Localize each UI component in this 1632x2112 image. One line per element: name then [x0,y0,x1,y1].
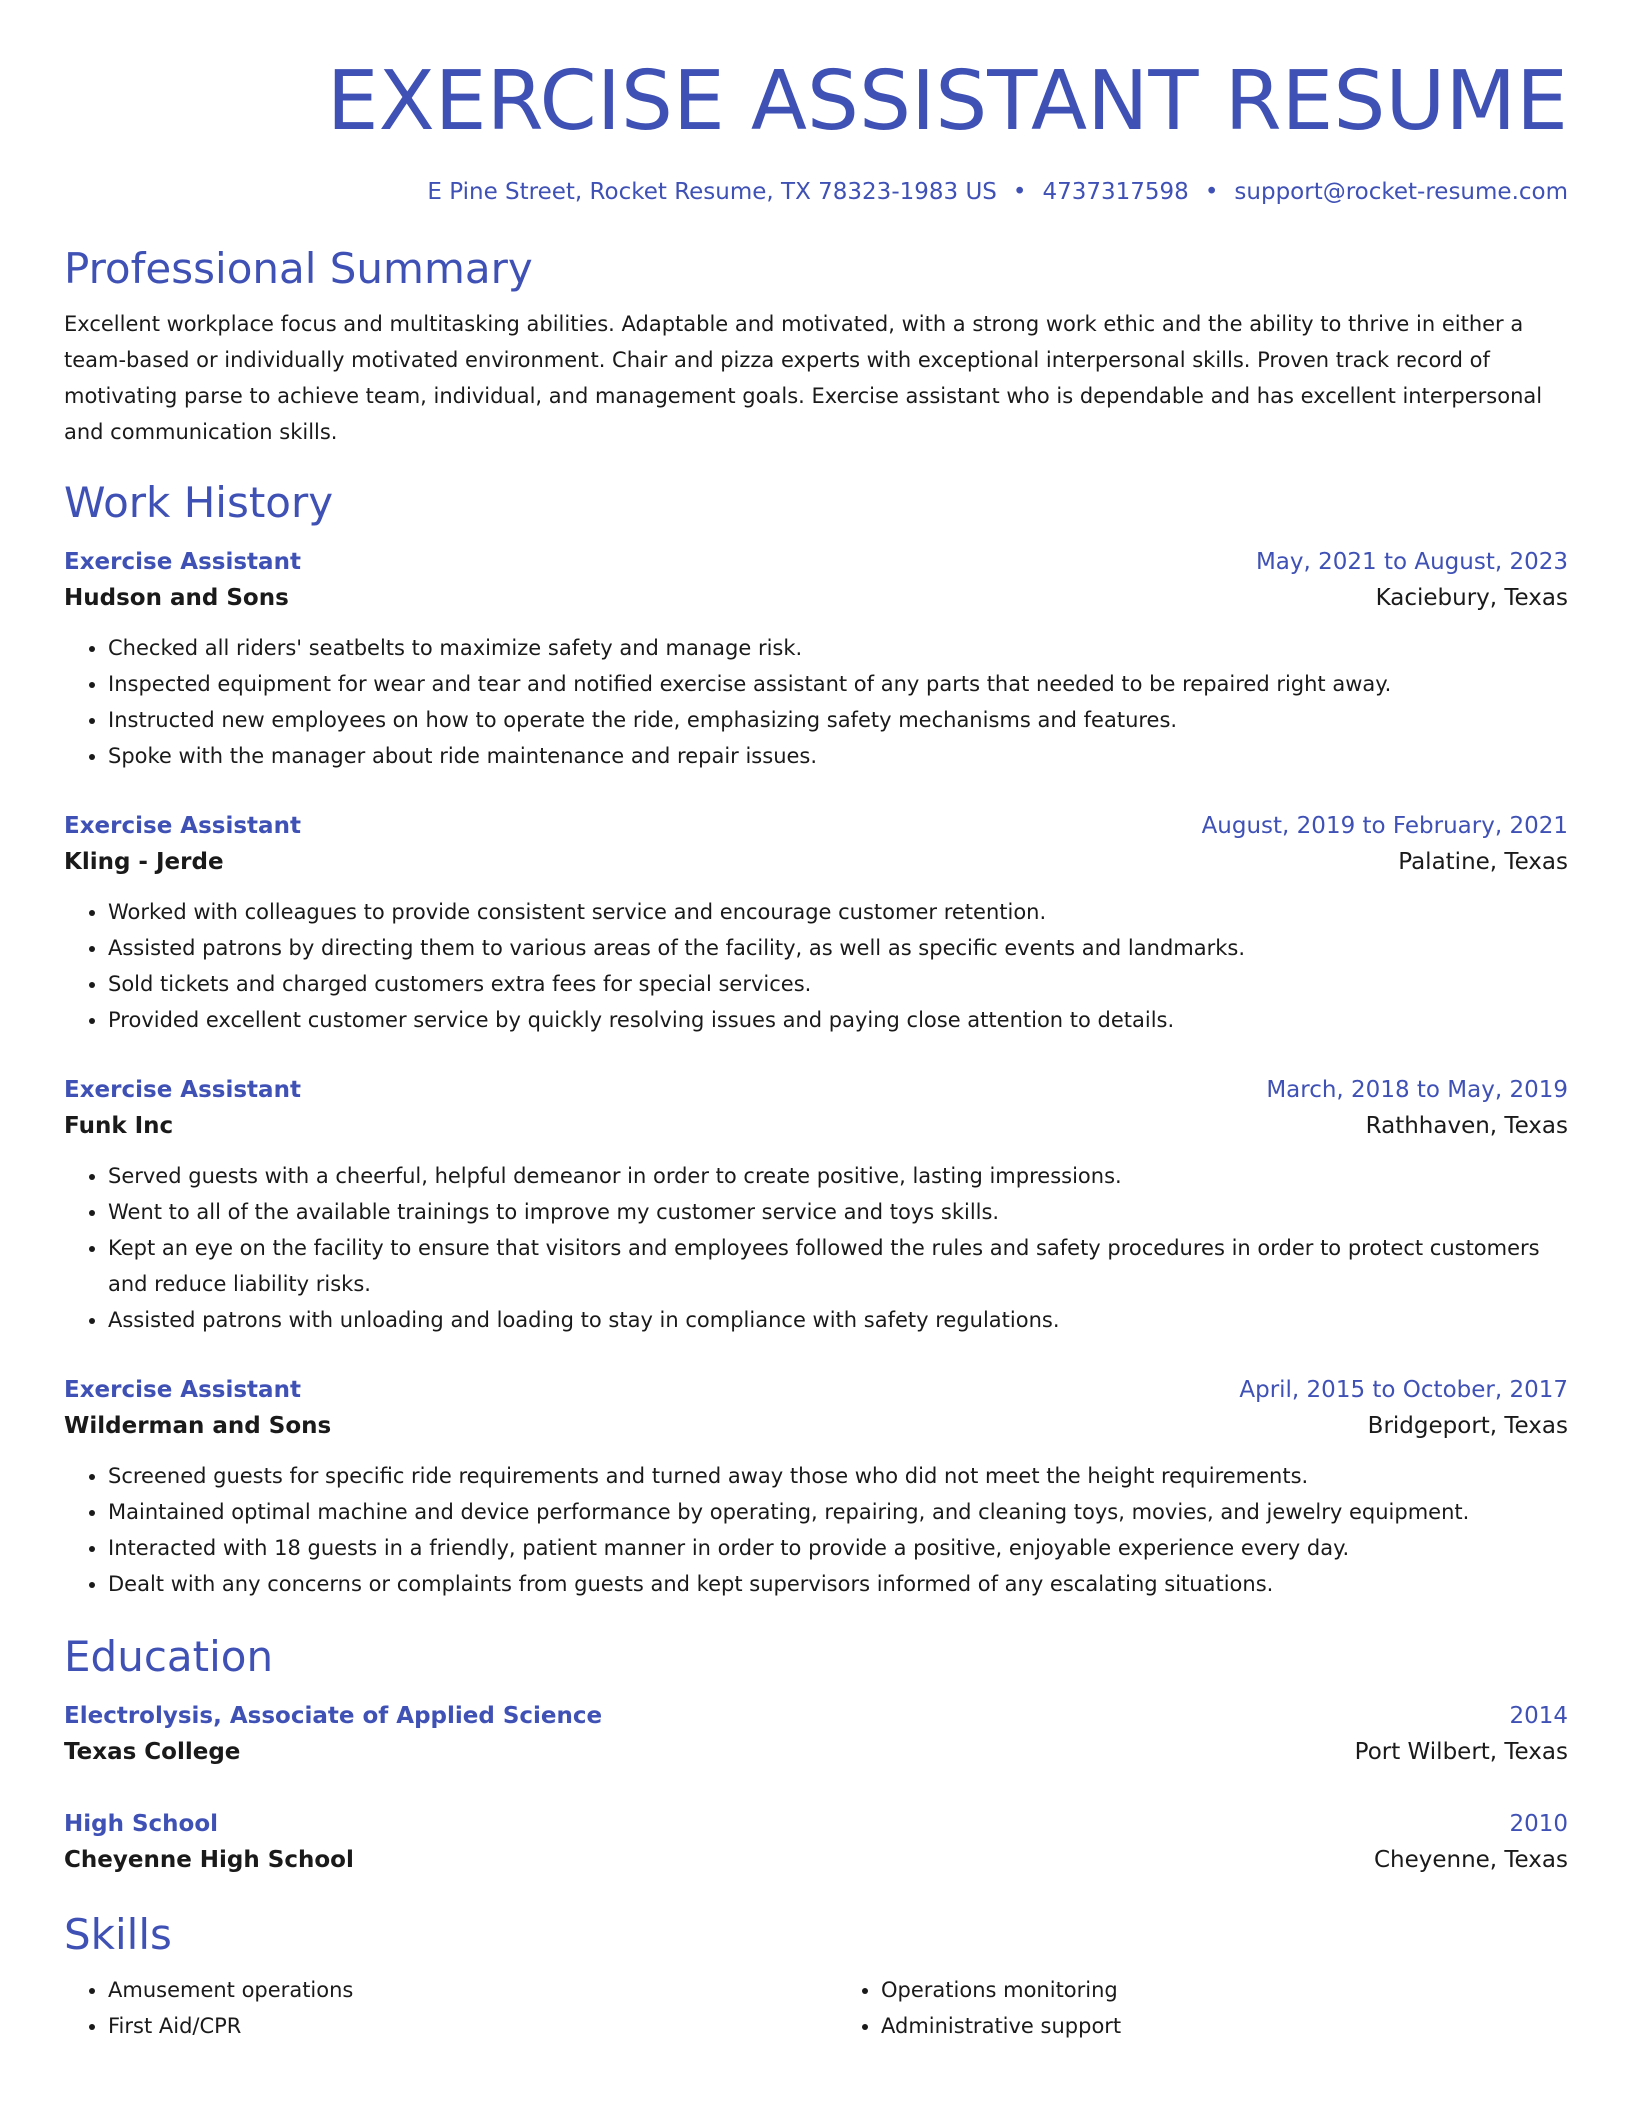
contact-address: E Pine Street, Rocket Resume, TX 78323-1983 US [427,179,997,205]
education-degree: High School [64,1811,219,1837]
education-heading: Education [64,1632,274,1681]
work-history-heading: Work History [64,478,334,527]
job-entry [64,1072,1568,1338]
job-company: Kling - Jerde [64,849,224,875]
job-entry [64,808,1568,1038]
job-bullet: • Went to all of the available trainings to improve my customer service and toys skills. [108,1194,1568,1230]
summary-heading: Professional Summary [64,244,533,293]
job-bullets [64,1158,1568,1338]
resume-page [64,0,1568,2044]
job-company: Funk Inc [64,1113,174,1139]
contact-line [64,176,1568,208]
education-year: 2014 [1509,1703,1568,1729]
skill-item: • Amusement operations [108,1972,795,2008]
job-dates: March, 2018 to May, 2019 [1266,1077,1568,1103]
job-entry [64,544,1568,774]
job-bullet: • Spoke with the manager about ride maintenance and repair issues. [108,738,1568,774]
job-company: Hudson and Sons [64,585,289,611]
education-degree: Electrolysis, Associate of Applied Science [64,1703,603,1729]
job-bullet: • Screened guests for specific ride requirements and turned away those who did not meet the height requirements. [108,1458,1568,1494]
skill-item: • Operations monitoring [881,1972,1568,2008]
education-year: 2010 [1509,1811,1568,1837]
job-dates: August, 2019 to February, 2021 [1201,813,1568,839]
job-bullet: • Kept an eye on the facility to ensure that visitors and employees followed the rules and safety procedures in order to protect customers and reduce liability risks. [108,1230,1568,1302]
education-school: Cheyenne High School [64,1847,354,1873]
job-bullet: • Maintained optimal machine and device performance by operating, repairing, and cleaning toys, movies, and jewelry equipment. [108,1494,1568,1530]
skills-column-left [64,1972,795,2044]
skills-list [64,1972,1568,2044]
education-location: Cheyenne, Texas [1373,1847,1568,1873]
job-bullet: • Assisted patrons with unloading and loading to stay in compliance with safety regulations. [108,1302,1568,1338]
job-bullet: • Served guests with a cheerful, helpful demeanor in order to create positive, lasting impressions. [108,1158,1568,1194]
job-location: Palatine, Texas [1398,849,1568,875]
job-bullet: • Inspected equipment for wear and tear and notified exercise assistant of any parts that needed to be repaired right away. [108,666,1568,702]
job-bullet: • Provided excellent customer service by quickly resolving issues and paying close attention to details. [108,1002,1568,1038]
education-school: Texas College [64,1739,241,1765]
skills-column-right [795,1972,1568,2044]
job-bullet: • Dealt with any concerns or complaints from guests and kept supervisors informed of any escalating situations. [108,1566,1568,1602]
job-location: Rathhaven, Texas [1365,1113,1568,1139]
job-role: Exercise Assistant [64,1077,301,1103]
job-bullet: • Worked with colleagues to provide consistent service and encourage customer retention. [108,894,1568,930]
skills-heading: Skills [64,1910,172,1959]
contact-phone: 4737317598 [1042,179,1189,205]
job-role: Exercise Assistant [64,813,301,839]
job-entry [64,1372,1568,1602]
education-entry [64,1806,1568,1878]
job-role: Exercise Assistant [64,549,301,575]
resume-title: EXERCISE ASSISTANT RESUME [326,54,1568,149]
contact-separator: • [1012,179,1027,205]
job-location: Kaciebury, Texas [1375,585,1568,611]
job-company: Wilderman and Sons [64,1413,332,1439]
job-bullet: • Instructed new employees on how to operate the ride, emphasizing safety mechanisms and features. [108,702,1568,738]
skill-item: • Administrative support [881,2008,1568,2044]
education-entry [64,1698,1568,1770]
job-bullets [64,630,1568,774]
job-dates: May, 2021 to August, 2023 [1255,549,1568,575]
job-location: Bridgeport, Texas [1367,1413,1568,1439]
contact-separator: • [1204,179,1219,205]
skill-item: • First Aid/CPR [108,2008,795,2044]
job-bullet: • Checked all riders' seatbelts to maximize safety and manage risk. [108,630,1568,666]
job-dates: April, 2015 to October, 2017 [1239,1377,1568,1403]
job-bullets [64,1458,1568,1602]
resume-header [64,0,1568,208]
job-bullets [64,894,1568,1038]
job-bullet: • Interacted with 18 guests in a friendly, patient manner in order to provide a positive, enjoyable experience every day. [108,1530,1568,1566]
education-location: Port Wilbert, Texas [1354,1739,1568,1765]
job-bullet: • Sold tickets and charged customers extra fees for special services. [108,966,1568,1002]
summary-text: Excellent workplace focus and multitasking abilities. Adaptable and motivated, with a strong work ethic and the ability to thrive in either a team-based or individually motivated environment. Chair and pizza experts with exceptional interpersonal skills. Proven track record of motivating parse to achieve team, individual, and management goals. Exercise assistant who is dependable and has excellent interpersonal and communication skills. [64,312,1543,444]
job-role: Exercise Assistant [64,1377,301,1403]
job-bullet: • Assisted patrons by directing them to various areas of the facility, as well as specific events and landmarks. [108,930,1568,966]
contact-email[interactable]: support@rocket-resume.com [1234,179,1568,205]
